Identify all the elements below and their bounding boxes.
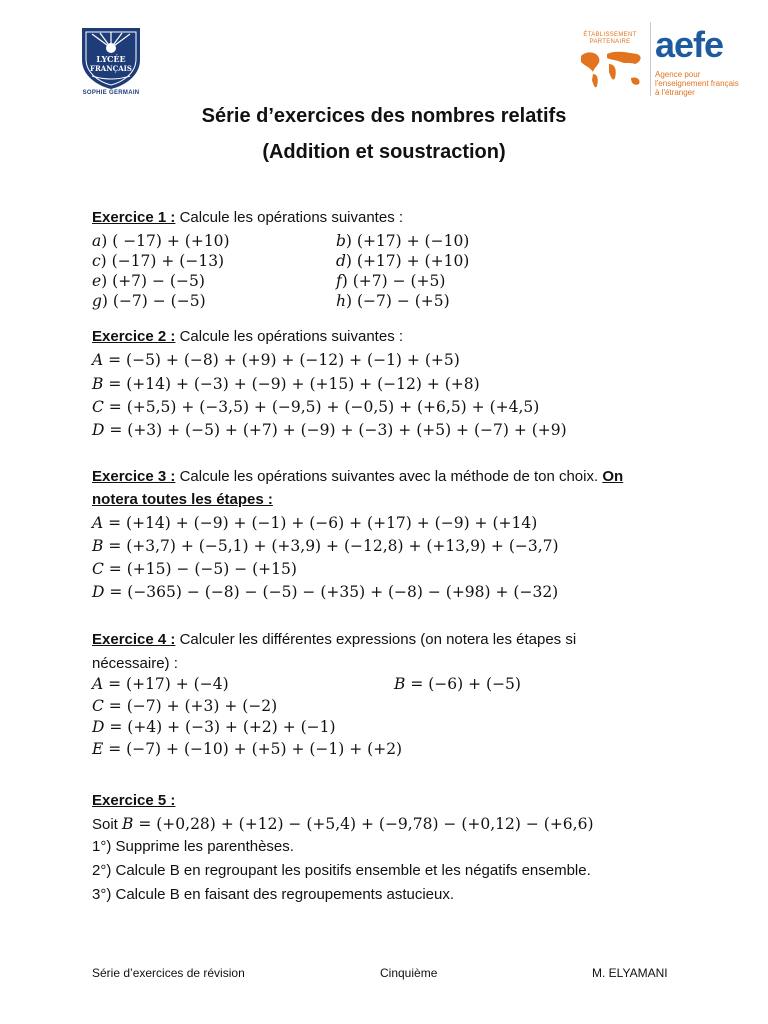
exercise4-heading (92, 631, 576, 648)
exercise4-label: Exercice 4 : (92, 631, 176, 648)
exercise3-line-b: 𝐵 = (+3,7) + (−5,1) + (+3,9) + (−12,8) + (+13,9) + (−3,7) (92, 537, 559, 555)
exercise5-step1: 1°) Supprime les parenthèses. (92, 838, 294, 855)
exercise3-instruction: Calcule les opérations suivantes avec la méthode de ton choix. (175, 468, 603, 485)
footer-left: Série d’exercices de révision (92, 966, 245, 980)
exercise5-step3: 3°) Calcule B en faisant des regroupements astucieux. (92, 886, 455, 903)
exercise4-instruction: Calculer les différentes expressions (on notera les étapes si (175, 631, 577, 648)
exercise2-instruction: Calcule les opérations suivantes : (175, 328, 404, 345)
exercise3-heading-cont (92, 491, 273, 508)
exercise3-heading (92, 468, 623, 485)
exercise5-expression: 𝐵 = (+0,28) + (+12) − (+5,4) + (−9,78) − (+0,12) − (+6,6) (122, 815, 594, 833)
exercise2-line-b: 𝐵 = (+14) + (−3) + (−9) + (+15) + (−12) + (+8) (92, 375, 480, 393)
exercise1-item-d: 𝑑) (+17) + (+10) (336, 252, 470, 270)
exercise3-line-c: 𝐶 = (+15) − (−5) − (+15) (92, 560, 297, 578)
exercise2-line-a: 𝐴 = (−5) + (−8) + (+9) + (−12) + (−1) + (+5) (92, 351, 460, 369)
exercise5-expression-line (92, 815, 594, 833)
logo-divider (650, 22, 651, 96)
exercise4-line-e: 𝐸 = (−7) + (−10) + (+5) + (−1) + (+2) (92, 740, 403, 758)
exercise4-line-a: 𝐴 = (+17) + (−4) (92, 675, 229, 693)
exercise5-label: Exercice 5 : (92, 792, 176, 809)
exercise1-label: Exercice 1 : (92, 209, 176, 226)
exercise1-item-b: 𝑏) (+17) + (−10) (336, 232, 470, 250)
world-map-icon (577, 48, 647, 92)
lycee-logo-line1: LYCÉE (96, 54, 126, 64)
exercise5-step2: 2°) Calcule B en regroupant les positifs ensemble et les négatifs ensemble. (92, 862, 591, 879)
lycee-shield-icon (78, 26, 144, 90)
aefe-tagline-line1: Agence pour (655, 70, 701, 79)
exercise1-item-h: ℎ) (−7) − (+5) (336, 292, 450, 310)
exercise3-line-a: 𝐴 = (+14) + (−9) + (−1) + (−6) + (+17) + (−9) + (+14) (92, 514, 538, 532)
exercise1-item-c: 𝑐) (−17) + (−13) (92, 252, 225, 270)
exercise5-soit: Soit (92, 816, 123, 833)
exercise1-heading (92, 209, 403, 226)
exercise4-line-b: 𝐵 = (−6) + (−5) (394, 675, 521, 693)
aefe-brand: aefe (655, 24, 724, 65)
exercise1-item-g: 𝑔) (−7) − (−5) (92, 292, 206, 310)
exercise4-line-c: 𝐶 = (−7) + (+3) + (−2) (92, 697, 278, 715)
exercise2-line-d: 𝐷 = (+3) + (−5) + (+7) + (−9) + (−3) + (+5) + (−7) + (+9) (92, 421, 567, 439)
exercise1-instruction: Calcule les opérations suivantes : (175, 209, 404, 226)
exercise5-heading (92, 792, 175, 809)
exercise3-label: Exercice 3 : (92, 468, 176, 485)
aefe-tagline-line2: l'enseignement français (655, 79, 739, 88)
footer-right: M. ELYAMANI (592, 966, 668, 980)
exercise2-label: Exercice 2 : (92, 328, 176, 345)
aefe-tagline-line3: à l'étranger (655, 88, 695, 97)
aefe-tagline (655, 70, 739, 97)
aefe-badge-line2: PARTENAIRE (589, 39, 631, 45)
exercise2-heading (92, 328, 403, 345)
exercise3-emphasis-end: notera toutes les étapes : (92, 491, 273, 508)
aefe-logo (575, 18, 755, 100)
page-title: Série d’exercices des nombres relatifs (201, 105, 567, 127)
lycee-francais-logo (78, 26, 144, 102)
exercise3-emphasis-start: On (602, 468, 624, 485)
footer-center: Cinquième (380, 966, 438, 980)
exercise3-line-d: 𝐷 = (−365) − (−8) − (−5) − (+35) + (−8) − (+98) + (−32) (92, 583, 559, 601)
exercise4-instruction-cont: nécessaire) : (92, 655, 178, 672)
page-subtitle: (Addition et soustraction) (262, 141, 506, 163)
lycee-logo-line2: FRANÇAIS (90, 64, 132, 73)
exercise4-line-d: 𝐷 = (+4) + (−3) + (+2) + (−1) (92, 718, 336, 736)
exercise1-item-e: 𝑒) (+7) − (−5) (92, 272, 205, 290)
aefe-badge-line1: ÉTABLISSEMENT (583, 32, 637, 38)
aefe-badge-text (575, 32, 645, 46)
lycee-logo-caption: SOPHIE GERMAIN (82, 90, 140, 96)
exercise1-item-f: 𝑓) (+7) − (+5) (336, 272, 446, 290)
exercise1-item-a: 𝑎) ( −17) + (+10) (92, 232, 230, 250)
exercise2-line-c: 𝐶 = (+5,5) + (−3,5) + (−9,5) + (−0,5) + (+6,5) + (+4,5) (92, 398, 540, 416)
